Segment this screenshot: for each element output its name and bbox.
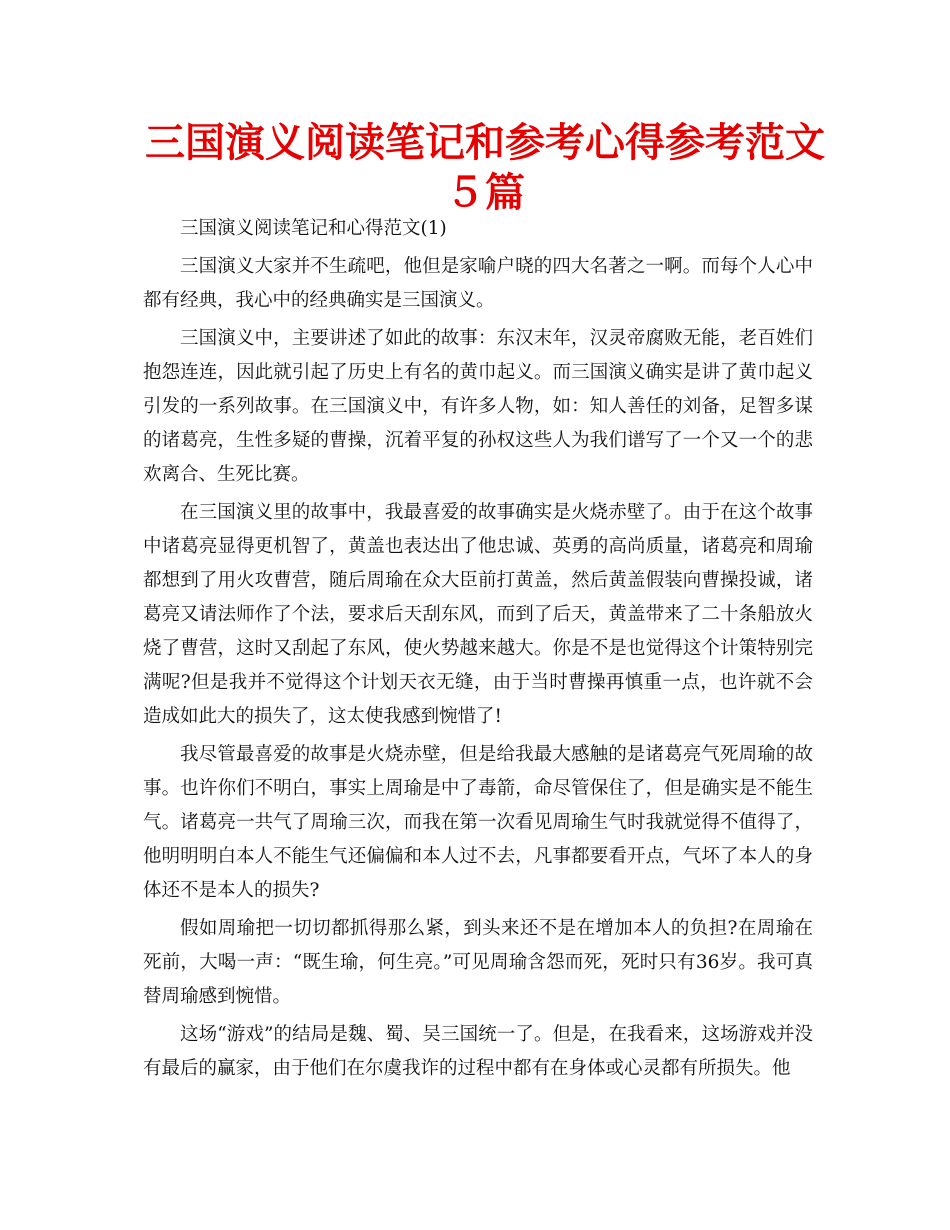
paragraph: 这场“游戏”的结局是魏、蜀、吴三国统一了。但是，在我看来，这场游戏并没有最后的赢家，由于他们在尔虞我诈的过程中都有在身体或心灵都有所损失。他	[143, 1024, 813, 1079]
paragraph: 三国演义大家并不生疏吧，他但是家喻户晓的四大名著之一啊。而每个人心中都有经典，我心中的经典确实是三国演义。	[143, 256, 813, 311]
document-body	[143, 212, 813, 1090]
paragraph-subtitle: 三国演义阅读笔记和心得范文(1)	[180, 218, 447, 239]
paragraph: 三国演义中，主要讲述了如此的故事：东汉末年，汉灵帝腐败无能，老百姓们抱怨连连，因此就引起了历史上有名的黄巾起义。而三国演义确实是讲了黄巾起义引发的一系列故事。在三国演义中，有许多人物，如：知人善任的刘备，足智多谋的诸葛亮，生性多疑的曹操，沉着平复的孙权这些人为我们谱写了一个又一个的悲欢离合、生死比赛。	[143, 328, 813, 485]
paragraph: 假如周瑜把一切切都抓得那么紧，到头来还不是在增加本人的负担?在周瑜在死前，大喝一声：“既生瑜，何生亮。”可见周瑜含怨而死，死时只有36岁。我可真替周瑜感到惋惜。	[143, 918, 813, 1007]
paragraph: 我尽管最喜爱的故事是火烧赤壁，但是给我最大感触的是诸葛亮气死周瑜的故事。也许你们不明白，事实上周瑜是中了毒箭，命尽管保住了，但是确实是不能生气。诸葛亮一共气了周瑜三次，而我在第一次看见周瑜生气时我就觉得不值得了，他明明明白本人不能生气还偏偏和本人过不去，凡事都要看开点，气坏了本人的身体还不是本人的损失?	[143, 744, 813, 901]
document-title: 三国演义阅读笔记和参考心得参考范文５篇	[145, 120, 825, 216]
paragraph: 在三国演义里的故事中，我最喜爱的故事确实是火烧赤壁了。由于在这个故事中诸葛亮显得更机智了，黄盖也表达出了他忠诚、英勇的高尚质量，诸葛亮和周瑜都想到了用火攻曹营，随后周瑜在众大臣前打黄盖，然后黄盖假装向曹操投诚，诸葛亮又请法师作了个法，要求后天刮东风，而到了后天，黄盖带来了二十条船放火烧了曹营，这时又刮起了东风，使火势越来越大。你是不是也觉得这个计策特别完满呢?但是我并不觉得这个计划天衣无缝，由于当时曹操再慎重一点，也许就不会造成如此大的损失了，这太使我感到惋惜了!	[143, 502, 813, 727]
